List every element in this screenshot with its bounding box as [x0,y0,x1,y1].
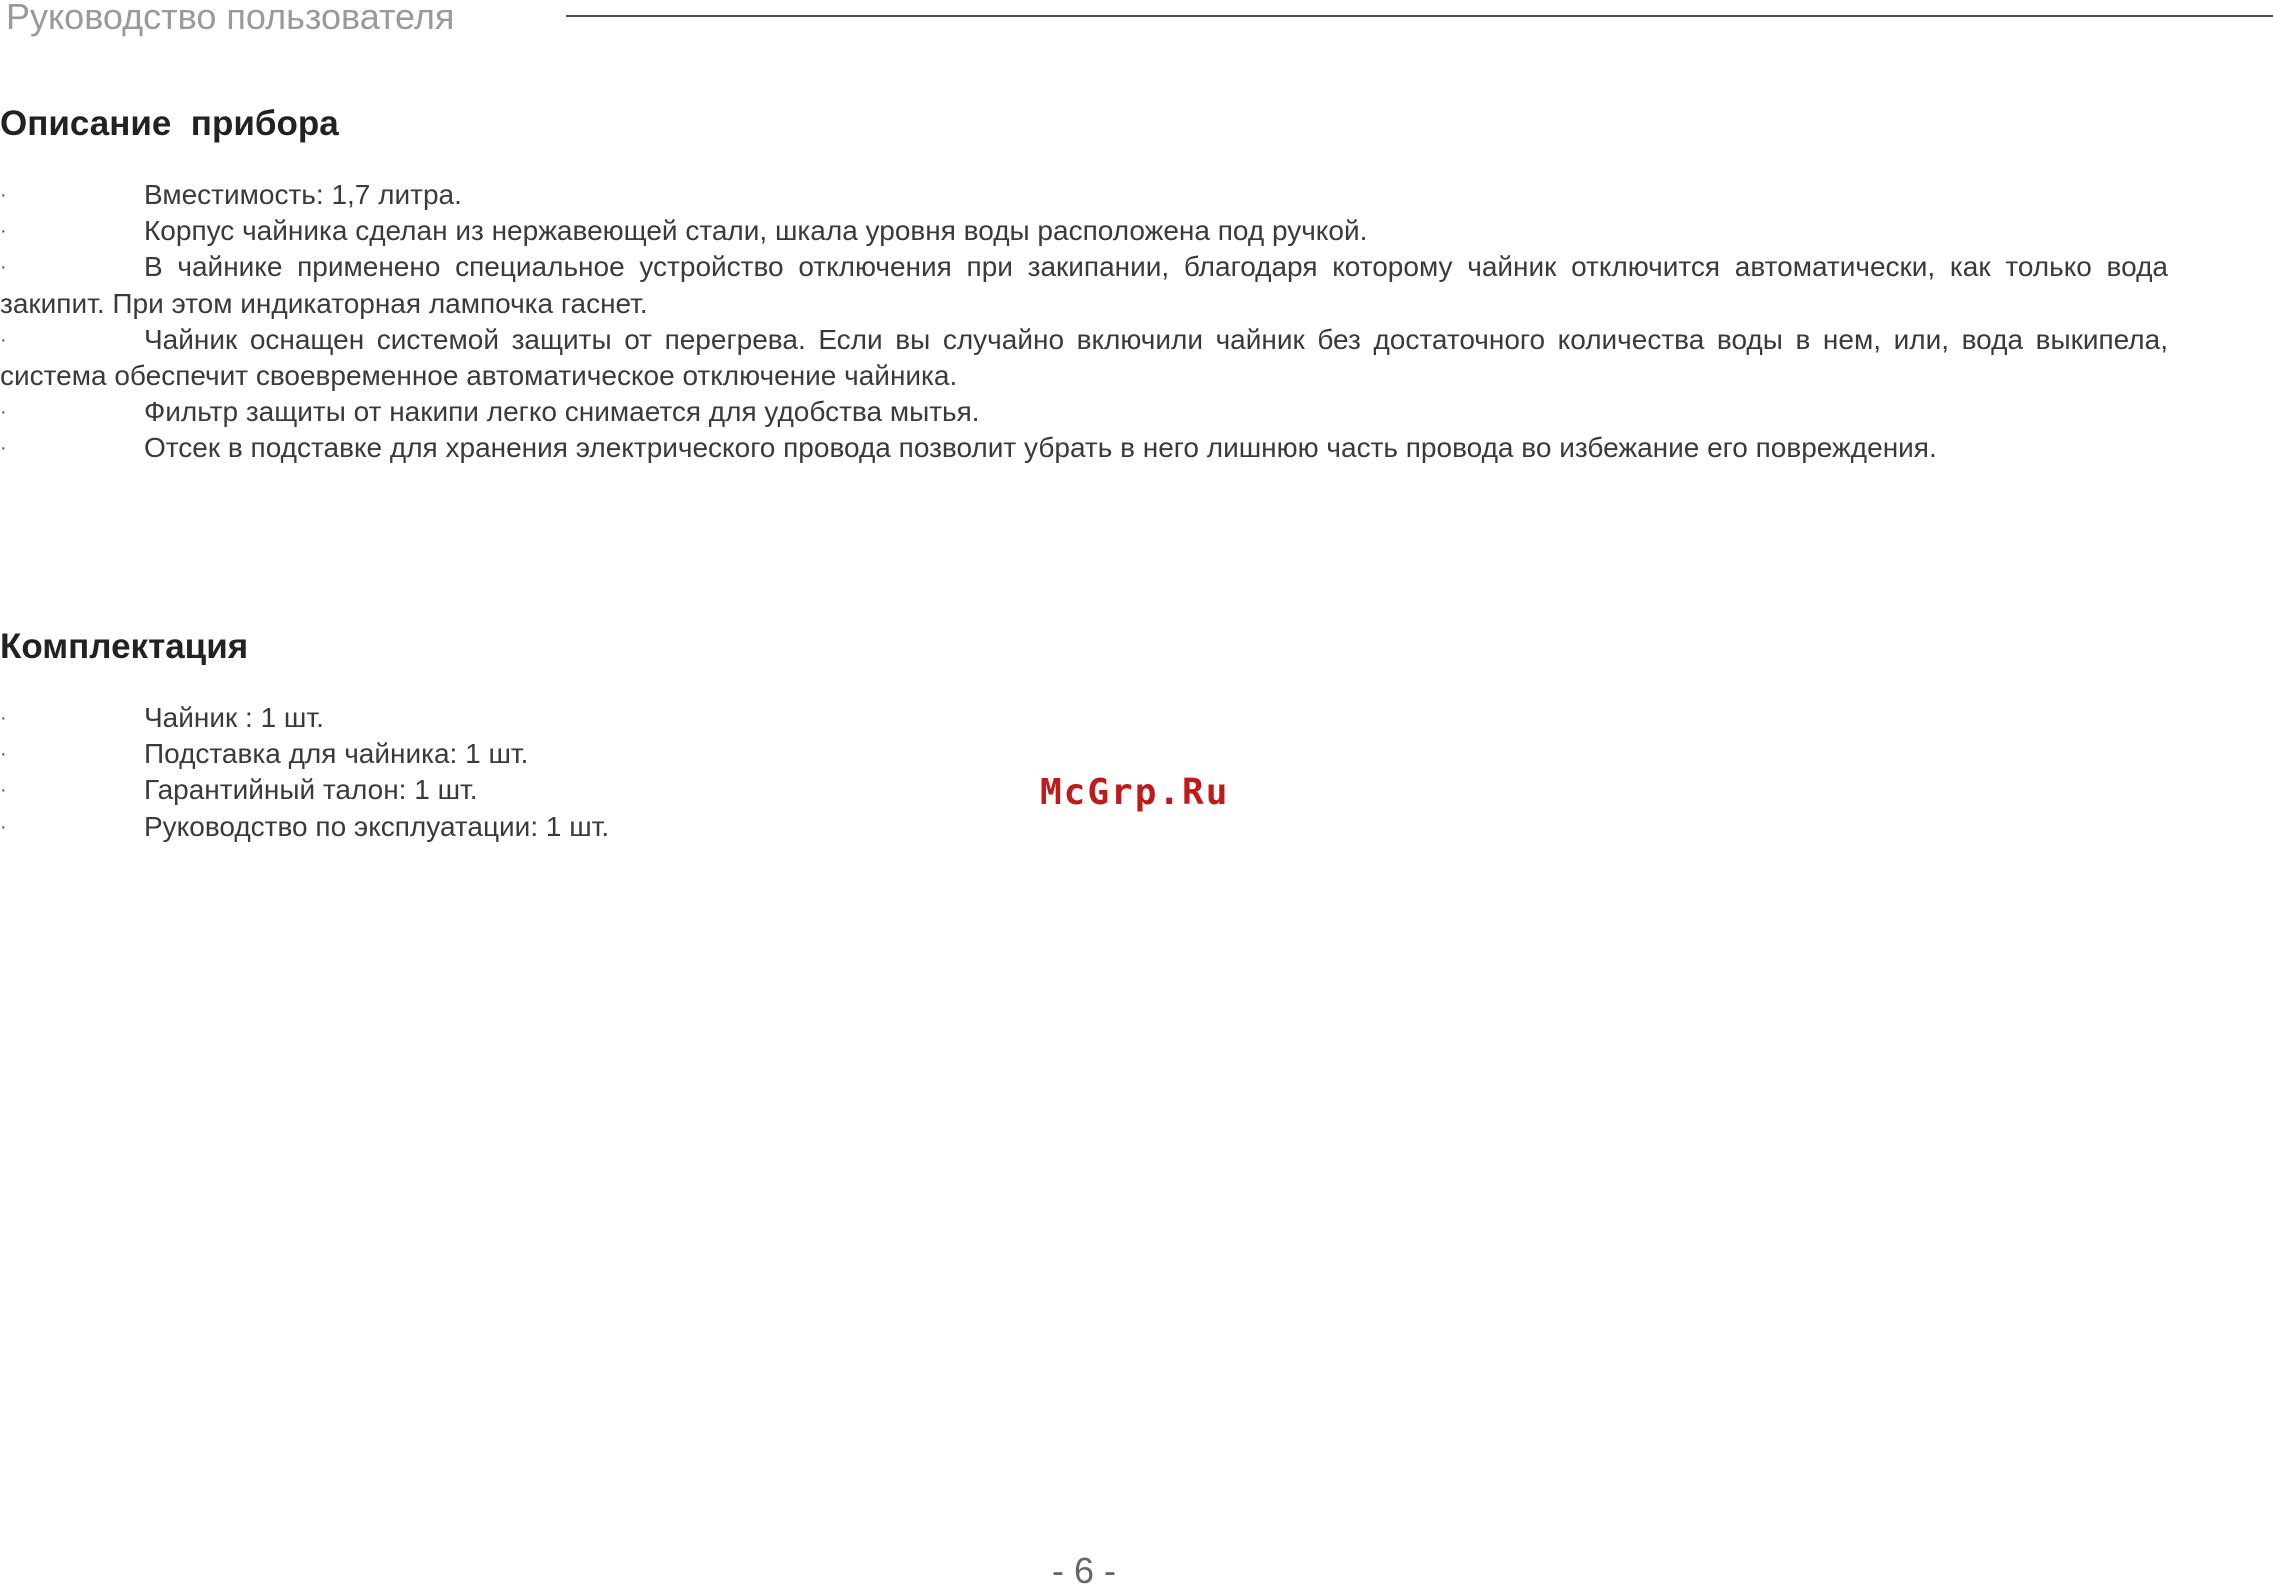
bullet-dot: · [0,184,7,206]
description-item-text: В чайнике применено специальное устройство отключения при закипании, благодаря которому чайник отключится автоматически, как только вода закипит. При этом индикаторная лампочка гаснет. [0,251,2168,319]
page-number: - 6 - [1051,1550,1116,1591]
package-item [0,700,2168,736]
description-item-text: Чайник оснащен системой защиты от перегрева. Если вы случайно включили чайник без достаточного количества воды в нем, или, вода выкипела, система обеспечит своевременное автоматическое отключение чайника. [0,323,2168,392]
bullet-dot: · [0,707,7,729]
package-item-text: Руководство по эксплуатации: 1 шт. [144,810,610,842]
description-item [0,430,2168,466]
bullet-dot: · [0,256,7,279]
package-item-text: Подставка для чайника: 1 шт. [144,738,529,770]
header-rule [566,15,2273,17]
description-item [0,394,2168,430]
description-heading: Описание прибора [0,104,339,143]
bullet-dot: · [0,220,7,243]
package-item-text: Чайник : 1 шт. [144,702,324,733]
running-header [0,0,2273,40]
description-item [0,177,2168,213]
description-list [0,177,2168,467]
package-heading: Комплектация [0,627,249,666]
package-item [0,736,2168,772]
description-item-text: Вместимость: 1,7 литра. [144,179,462,210]
package-item-text: Гарантийный талон: 1 шт. [144,774,478,806]
description-item-text: Фильтр защиты от накипи легко снимается для удобства мытья. [144,396,980,428]
bullet-dot: · [0,401,7,424]
description-item [0,322,2168,394]
description-item [0,249,2168,321]
description-item [0,213,2168,249]
description-item-text: Отсек в подставке для хранения электрического провода позволит убрать в него лишнюю часть провода во избежание его повреждения. [144,432,1937,464]
running-header-title: Руководство пользователя [6,0,455,37]
package-item [0,809,2168,845]
description-item-text: Корпус чайника сделан из нержавеющей стали, шкала уровня воды расположена под ручкой. [144,215,1368,247]
bullet-dot: · [0,328,7,351]
watermark-logo: McGrp.Ru [1040,772,1230,813]
bullet-dot: · [0,779,7,802]
bullet-dot: · [0,743,7,766]
bullet-dot: · [0,815,7,838]
bullet-dot: · [0,437,7,460]
